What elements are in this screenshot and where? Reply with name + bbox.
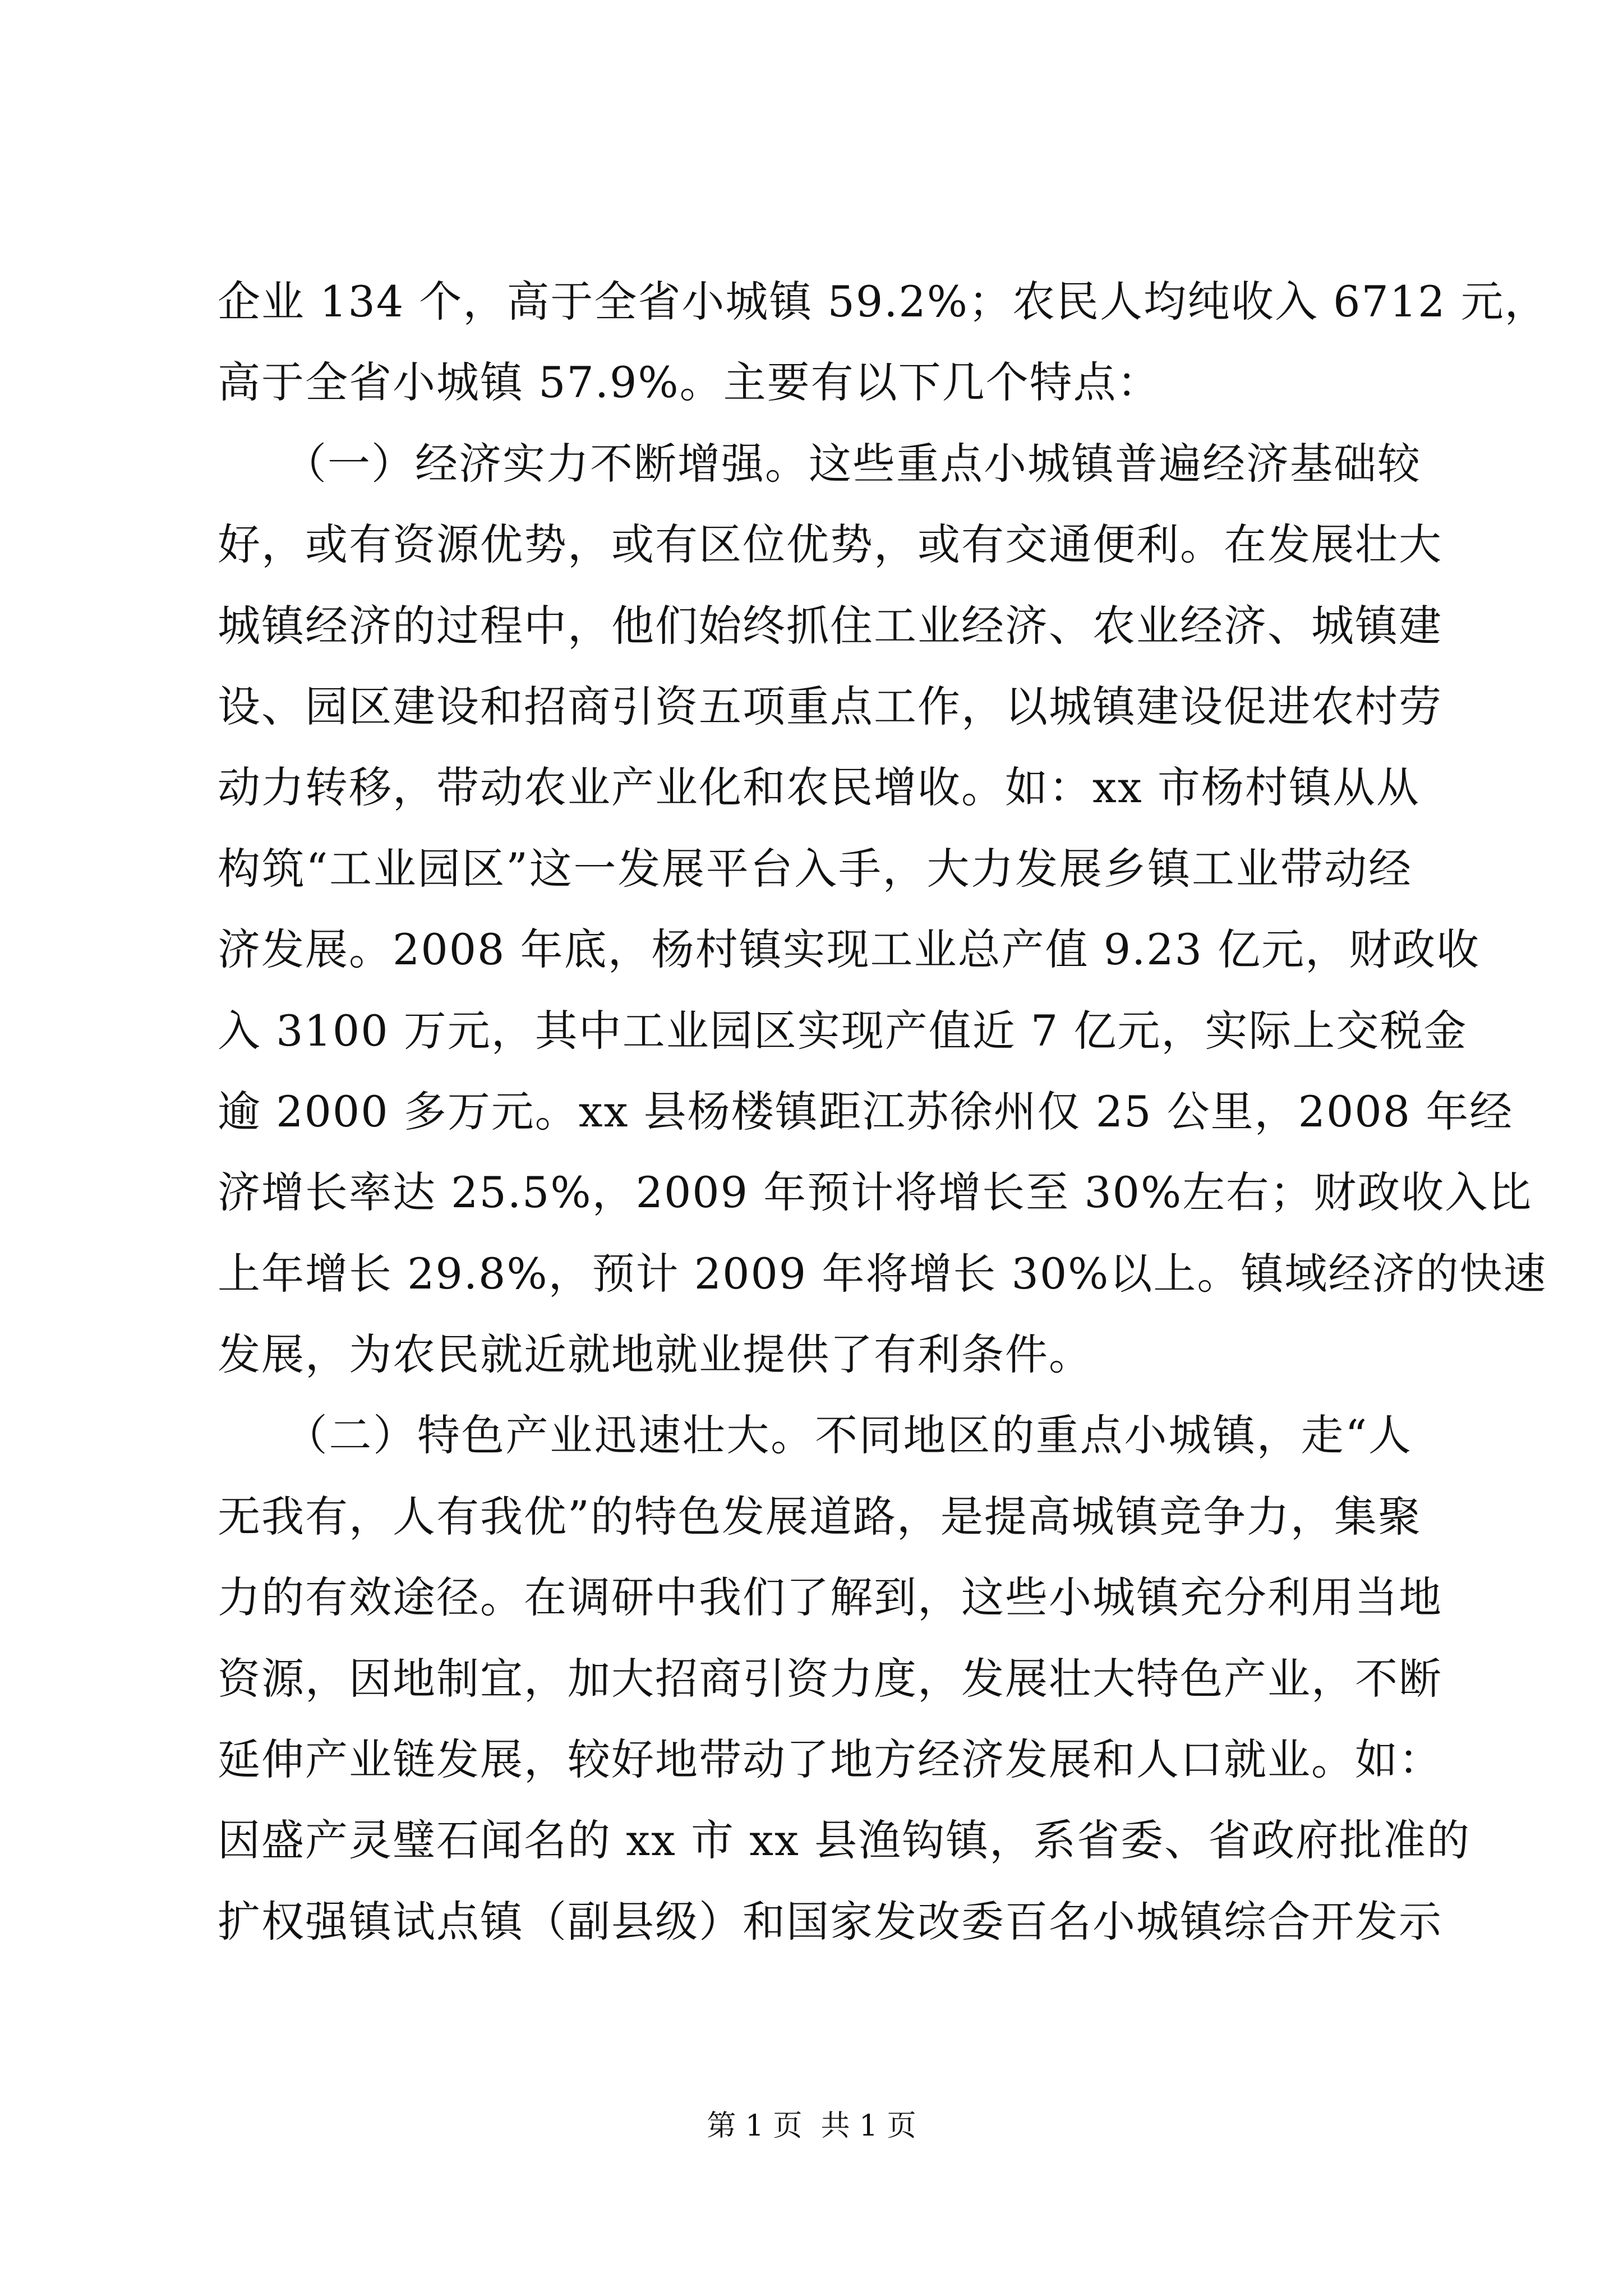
text-line: 扩权强镇试点镇（副县级）和国家发改委百名小城镇综合开发示: [218, 1896, 1442, 1947]
text-line: 发展，为农民就近就地就业提供了有利条件。: [218, 1329, 1092, 1380]
text-line: （一）经济实力不断增强。这些重点小城镇普遍经济基础较: [218, 438, 1421, 489]
text-line: 资源，因地制宜，加大招商引资力度，发展壮大特色产业，不断: [218, 1653, 1442, 1704]
text-line: 济发展。2008 年底，杨村镇实现工业总产值 9.23 亿元，财政收: [218, 924, 1481, 975]
text-line: 力的有效途径。在调研中我们了解到，这些小城镇充分利用当地: [218, 1572, 1442, 1623]
text-line: （二）特色产业迅速壮大。不同地区的重点小城镇，走“人: [218, 1410, 1412, 1461]
page-footer: 第 1 页 共 1 页: [707, 2109, 916, 2143]
text-line: 好，或有资源优势，或有区位优势，或有交通便利。在发展壮大: [218, 519, 1442, 570]
text-line: 逾 2000 多万元。xx 县杨楼镇距江苏徐州仅 25 公里，2008 年经: [218, 1086, 1514, 1137]
text-line: 动力转移，带动农业产业化和农民增收。如：xx 市杨村镇从从: [218, 762, 1420, 813]
text-line: 济增长率达 25.5%，2009 年预计将增长至 30%左右；财政收入比: [218, 1167, 1533, 1218]
text-line: 入 3100 万元，其中工业园区实现产值近 7 亿元，实际上交税金: [218, 1005, 1468, 1056]
text-line: 无我有，人有我优”的特色发展道路，是提高城镇竞争力，集聚: [218, 1491, 1422, 1542]
document-body: [218, 261, 1548, 1962]
text-line: 延伸产业链发展，较好地带动了地方经济发展和人口就业。如：: [218, 1734, 1442, 1785]
text-line: 高于全省小城镇 57.9%。主要有以下几个特点：: [218, 357, 1161, 408]
text-line: 上年增长 29.8%，预计 2009 年将增长 30%以上。镇域经济的快速: [218, 1248, 1547, 1299]
text-line: 城镇经济的过程中，他们始终抓住工业经济、农业经济、城镇建: [218, 600, 1442, 651]
text-line: 设、园区建设和招商引资五项重点工作，以城镇建设促进农村劳: [218, 681, 1442, 731]
text-line: 构筑“工业园区”这一发展平台入手，大力发展乡镇工业带动经: [218, 843, 1412, 894]
text-line: 企业 134 个，高于全省小城镇 59.2%；农民人均纯收入 6712 元，: [218, 277, 1548, 326]
text-line: 因盛产灵璧石闻名的 xx 市 xx 县渔钩镇，系省委、省政府批准的: [218, 1815, 1471, 1866]
